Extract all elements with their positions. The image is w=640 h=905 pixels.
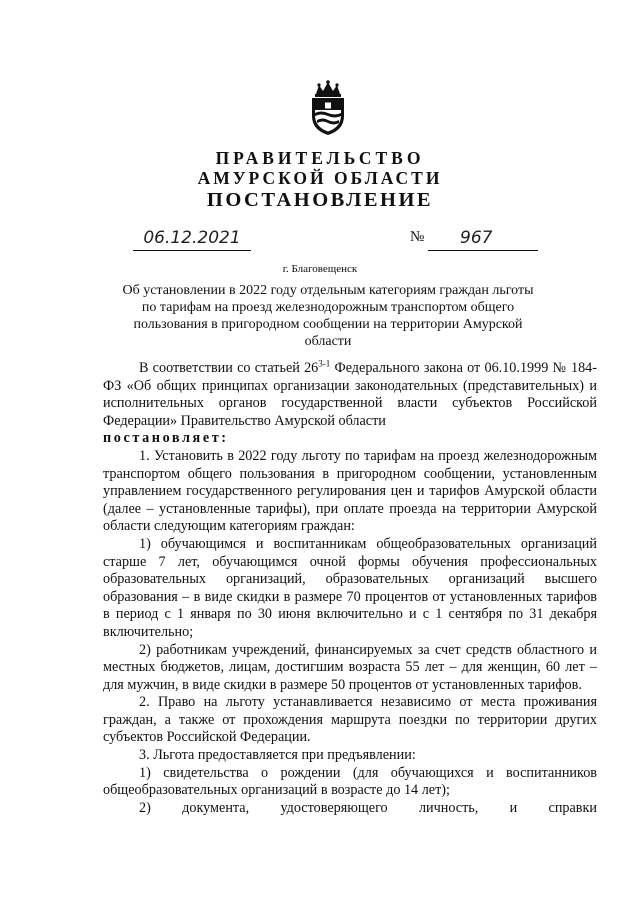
paragraph-3-2: 2) документа, удостоверяющего личность, и справки — [139, 799, 597, 816]
document-body — [103, 360, 597, 817]
document-number-field — [428, 228, 538, 251]
org-name-line1: ПРАВИТЕЛЬСТВО — [215, 148, 425, 168]
preamble: В соответствии со статьей 26$^{3-1}$ Федерального закона от 06.10.1999 № 184-ФЗ «Об общих принципах организации законодательных (представительных) и исполнительных органов государственной власти субъектов Российской Федерации» Правительство Амурской области — [103, 358, 597, 429]
paragraph-1-2: 2) работникам учреждений, финансируемых за счет средств областного и местных бюджетов, лицам, достигшим возраста 55 лет – для женщин, 60 лет – для мужчин, в виде скидки в размере 50 процентов от установленных тарифов. — [103, 641, 597, 693]
paragraph-3-1: 1) свидетельства о рождении (для обучающихся и воспитанников общеобразовательных организаций в возрасте до 14 лет); — [103, 764, 597, 799]
paragraph-2: 2. Право на льготу устанавливается независимо от места проживания граждан, а также от прохождения маршрута поездки по территории других субъектов Российской Федерации. — [103, 694, 597, 746]
document-number: 967 — [460, 228, 493, 248]
paragraph-3: 3. Льгота предоставляется при предъявлении: — [139, 747, 416, 764]
paragraph-1-1: 1) обучающимся и воспитанникам общеобразовательных организаций старше 7 лет, обучающимся очной формы обучения профессиональных образовательных организаций, образовательных организаций высшего образования – в виде скидки в размере 70 процентов от установленных тарифов в период с 1 января по 30 июня включительно и с 1 сентября по 31 декабря включительно; — [103, 535, 597, 640]
org-name-line2: АМУРСКОЙ ОБЛАСТИ — [197, 168, 443, 188]
amur-region-coat-of-arms-icon — [306, 80, 350, 136]
number-sign: № — [410, 229, 425, 245]
city: г. Благовещенск — [282, 263, 358, 275]
paragraph-1: 1. Установить в 2022 году льготу по тарифам на проезд железнодорожным транспортом общего пользования в пригородном сообщении, установленным управлением государственного регулирования цен и тарифов Амурской области (далее – установленные тарифы), при оплате проезда на территории Амурской области следующим категориям граждан: — [103, 447, 597, 535]
document-heading: Об установлении в 2022 году отдельным категориям граждан льготы по тарифам на проезд железнодорожным транспортом общего пользования в пригородном сообщении на территории Амурской области — [122, 283, 534, 349]
document-date: 06.12.2021 — [133, 228, 251, 251]
resolves-word: постановляет: — [103, 430, 229, 447]
document-type: ПОСТАНОВЛЕНИЕ — [206, 189, 434, 211]
article-superscript: 3-1 — [318, 358, 331, 369]
